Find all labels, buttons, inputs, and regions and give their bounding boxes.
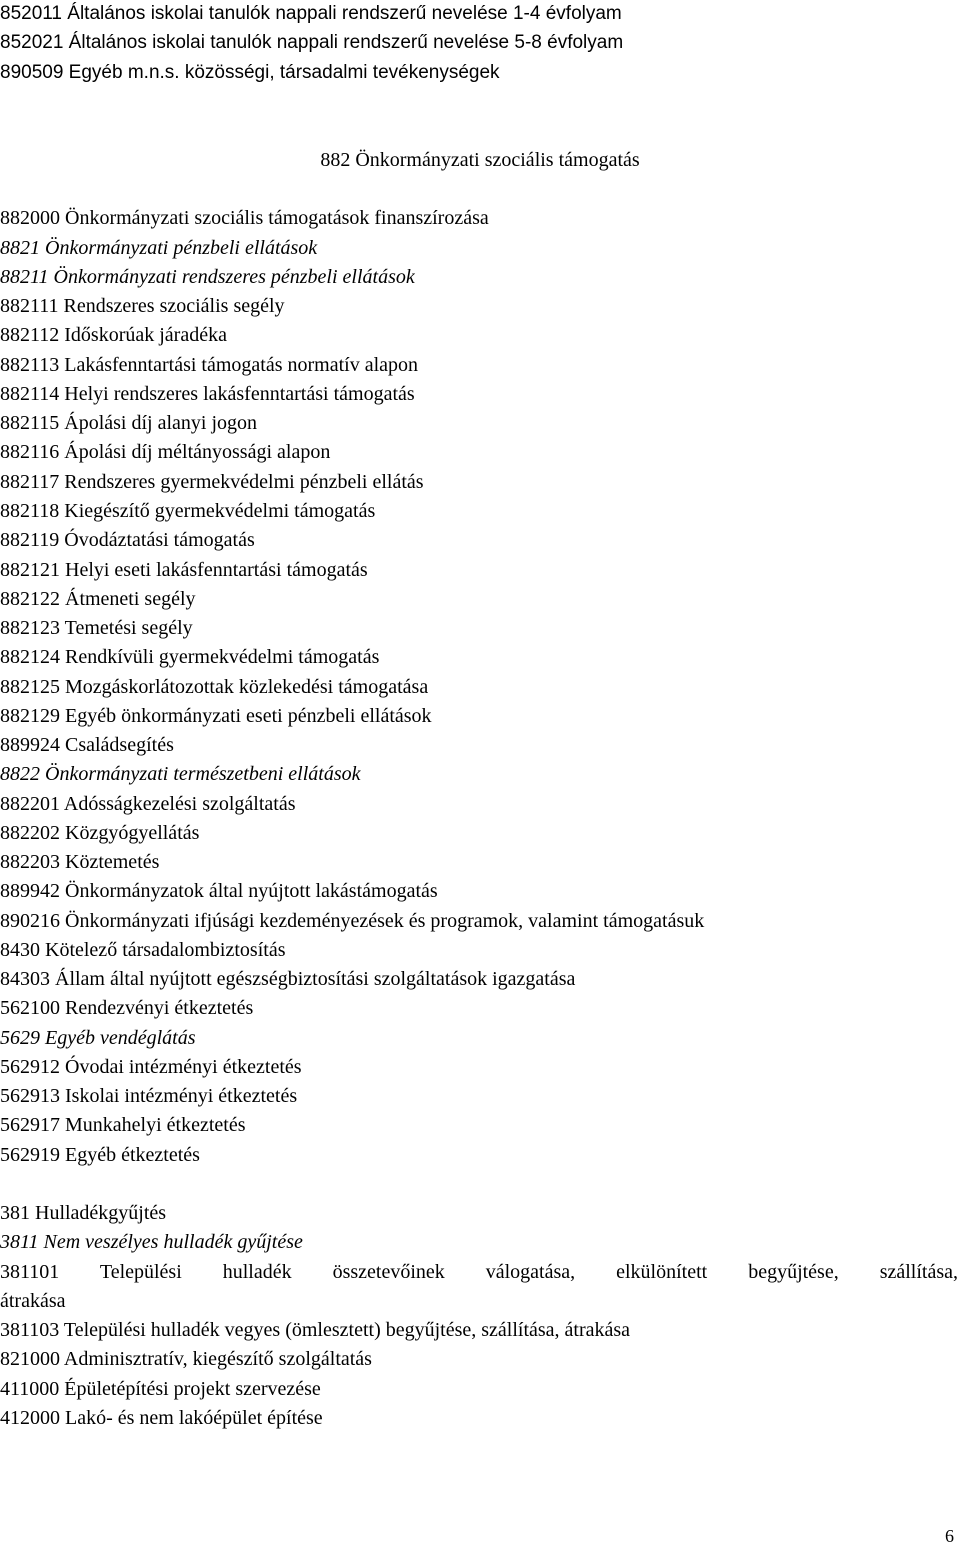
entry-line: 882115 Ápolási díj alanyi jogon <box>0 412 258 434</box>
entry-line: 8430 Kötelező társadalombiztosítás <box>0 939 286 961</box>
entry-line: 882203 Köztemetés <box>0 851 160 873</box>
waste-subheading: 3811 Nem veszélyes hulladék gyűjtése <box>0 1231 303 1253</box>
entry-line: 882113 Lakásfenntartási támogatás normatív alapon <box>0 354 419 376</box>
page-number: 6 <box>945 1526 954 1546</box>
entry-line: 882116 Ápolási díj méltányossági alapon <box>0 441 331 463</box>
entry-line: 882000 Önkormányzati szociális támogatások finanszírozása <box>0 207 489 229</box>
entry-line: 882129 Egyéb önkormányzati eseti pénzbeli ellátások <box>0 705 432 727</box>
waste-heading: 381 Hulladékgyűjtés <box>0 1202 167 1224</box>
entry-line: 882125 Mozgáskorlátozottak közlekedési támogatása <box>0 676 429 698</box>
entry-line: 562919 Egyéb étkeztetés <box>0 1144 200 1166</box>
entry-line: 882201 Adósságkezelési szolgáltatás <box>0 793 296 815</box>
entry-line: 562100 Rendezvényi étkeztetés <box>0 997 254 1019</box>
entry-line: 882202 Közgyógyellátás <box>0 822 200 844</box>
entry-line: 562917 Munkahelyi étkeztetés <box>0 1114 246 1136</box>
entry-line: 84303 Állam által nyújtott egészségbiztosítási szolgáltatások igazgatása <box>0 968 576 990</box>
entry-line: 882112 Időskorúak járadéka <box>0 324 227 346</box>
entry-line: 882117 Rendszeres gyermekvédelmi pénzbeli ellátás <box>0 471 424 493</box>
entry-line: 882114 Helyi rendszeres lakásfenntartási támogatás <box>0 383 415 405</box>
waste-entry: 411000 Épületépítési projekt szervezése <box>0 1378 321 1400</box>
entry-line: 882118 Kiegészítő gyermekvédelmi támogatás <box>0 500 376 522</box>
section-heading: 882 Önkormányzati szociális támogatás <box>320 149 640 171</box>
entry-line: 889942 Önkormányzatok által nyújtott lakástámogatás <box>0 880 438 902</box>
entry-line: 562912 Óvodai intézményi étkeztetés <box>0 1056 302 1078</box>
entry-line-italic: 5629 Egyéb vendéglátás <box>0 1027 196 1049</box>
activity-line: 852021 Általános iskolai tanulók nappali rendszerű nevelése 5-8 évfolyam <box>0 32 624 53</box>
activity-line: 852011 Általános iskolai tanulók nappali rendszerű nevelése 1-4 évfolyam <box>0 3 622 24</box>
entry-line: 882111 Rendszeres szociális segély <box>0 295 285 317</box>
entry-line-italic: 8821 Önkormányzati pénzbeli ellátások <box>0 237 318 259</box>
waste-entry: 381103 Települési hulladék vegyes (ömlesztett) begyűjtése, szállítása, átrakása <box>0 1319 631 1341</box>
entry-line: 882119 Óvodáztatási támogatás <box>0 529 255 551</box>
entry-line-italic: 88211 Önkormányzati rendszeres pénzbeli ellátások <box>0 266 415 288</box>
entry-line: 562913 Iskolai intézményi étkeztetés <box>0 1085 298 1107</box>
entry-line-italic: 8822 Önkormányzati természetbeni ellátások <box>0 763 361 785</box>
entry-line: 890216 Önkormányzati ifjúsági kezdeményezések és programok, valamint támogatásuk <box>0 910 705 932</box>
entry-line: 882122 Átmeneti segély <box>0 588 196 610</box>
activity-line: 890509 Egyéb m.n.s. közösségi, társadalmi tevékenységek <box>0 62 500 83</box>
waste-entry-justified: 381101 Települési hulladék összetevőinek válogatása, elkülönített begyűjtése, szállítása, <box>0 1261 958 1283</box>
entry-line: 882121 Helyi eseti lakásfenntartási támogatás <box>0 559 368 581</box>
waste-entry: 412000 Lakó- és nem lakóépület építése <box>0 1407 323 1429</box>
entry-line: 882124 Rendkívüli gyermekvédelmi támogatás <box>0 646 380 668</box>
waste-entry: 821000 Adminisztratív, kiegészítő szolgáltatás <box>0 1348 372 1370</box>
waste-entry-continuation: átrakása <box>0 1290 66 1312</box>
entry-line: 889924 Családsegítés <box>0 734 174 756</box>
entry-line: 882123 Temetési segély <box>0 617 193 639</box>
